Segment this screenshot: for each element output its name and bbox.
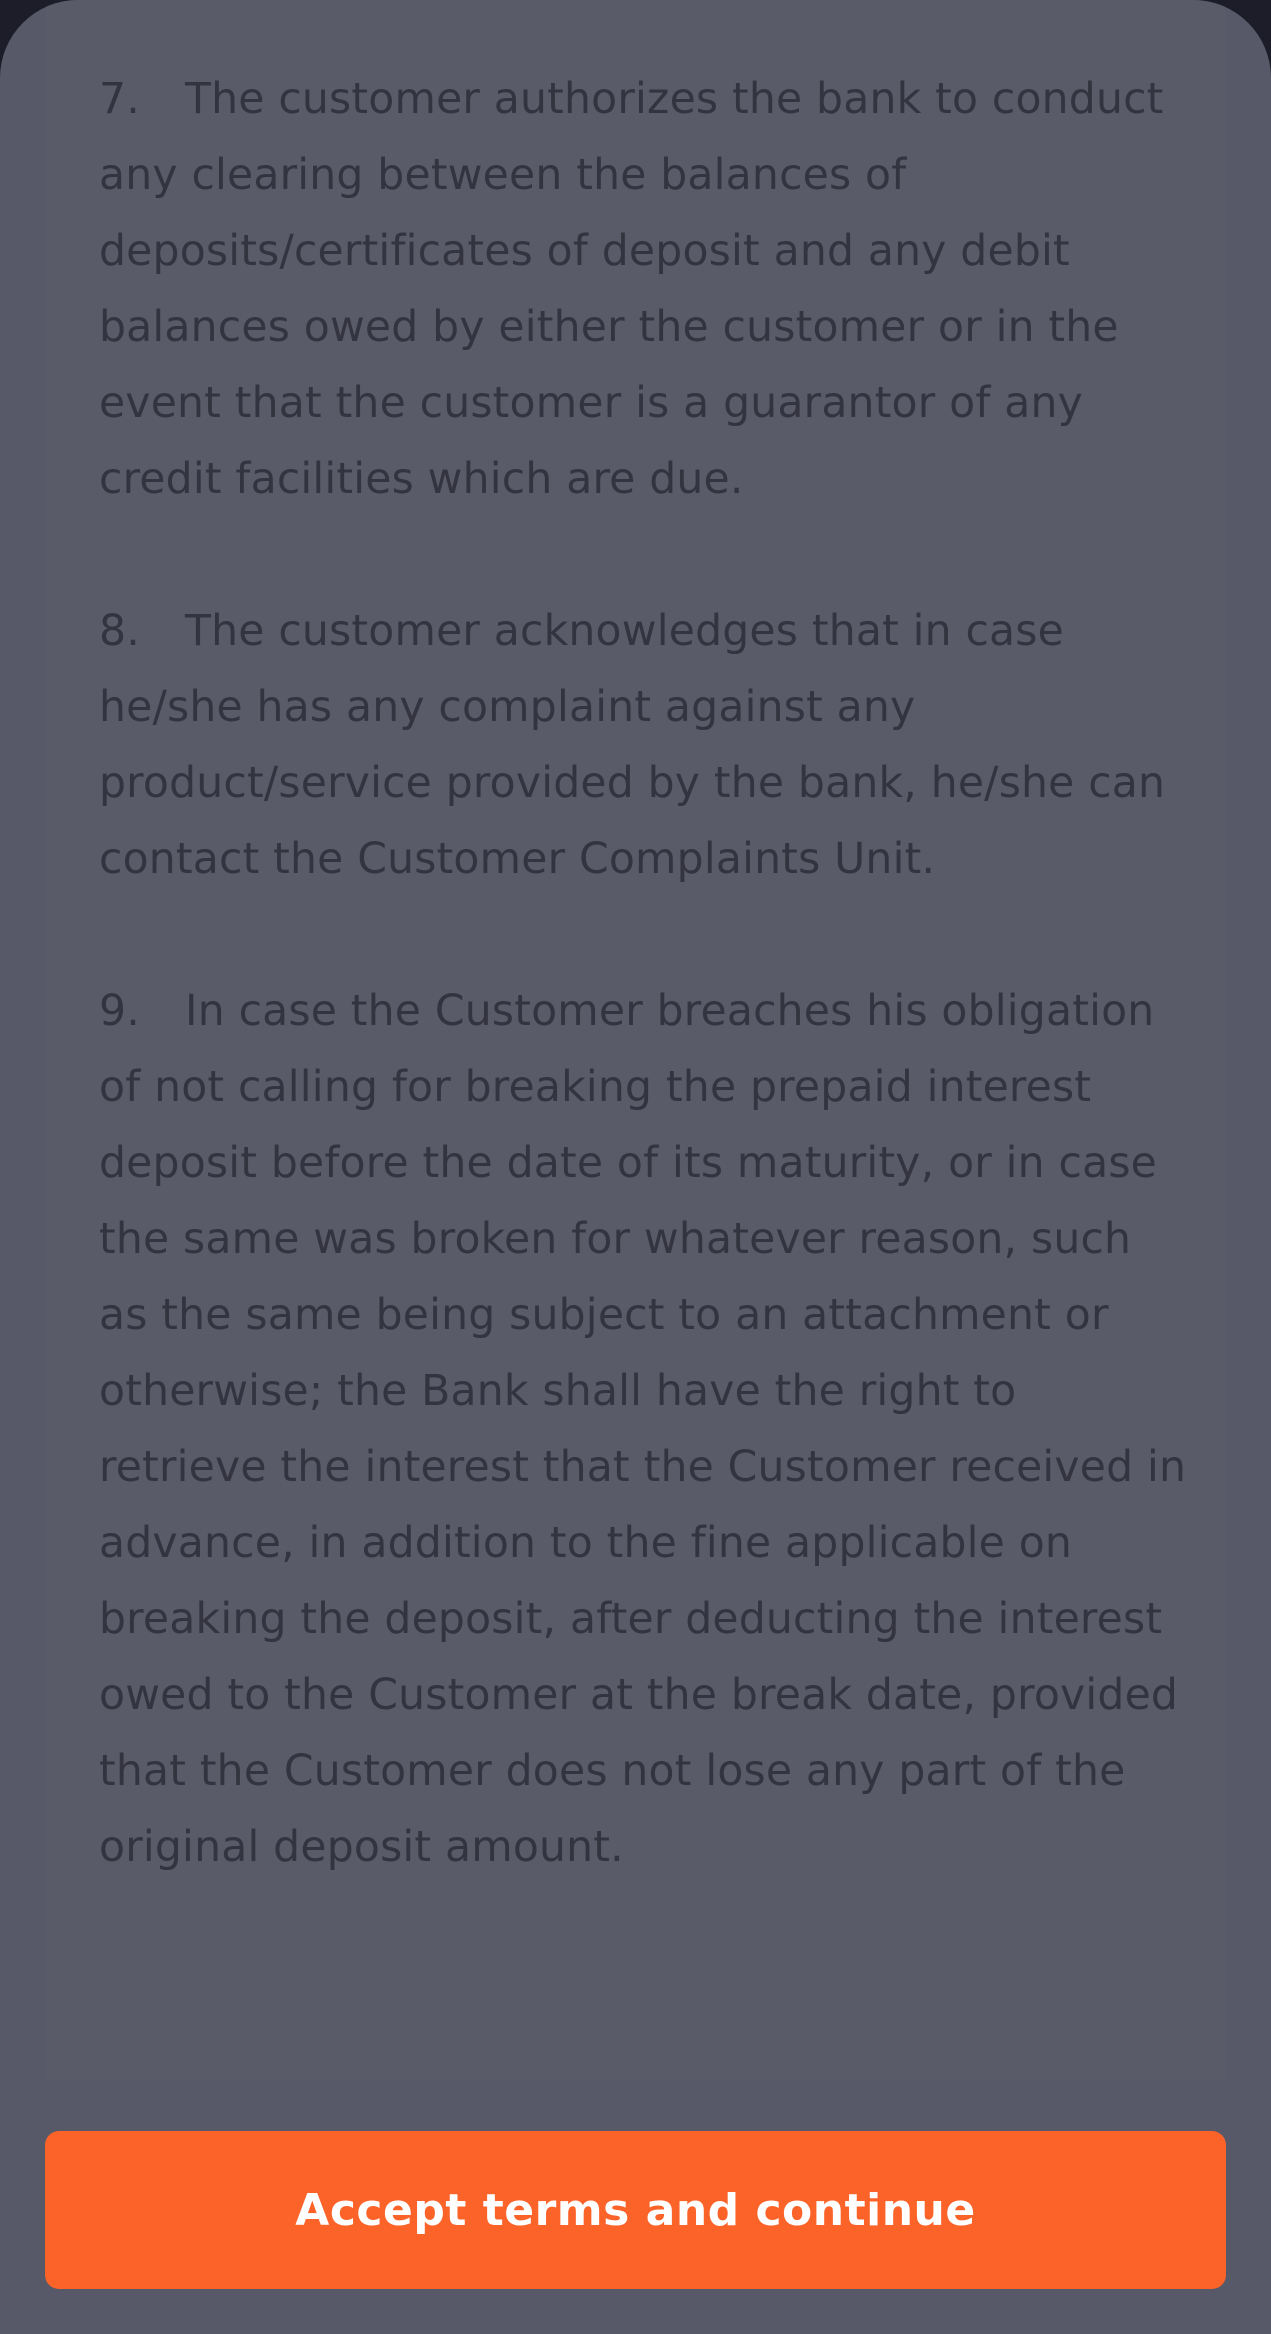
clause-9 [99, 974, 1189, 1886]
clause-text: The customer authorizes the bank to conduct any clearing between the balances of deposits/certificates of deposit and any debit balances owed by either the customer or in the event that the customer is a guarantor of any credit facilities which are due. [99, 75, 1164, 504]
clause-number: 8. [99, 607, 140, 656]
clause-number: 9. [99, 987, 140, 1036]
clause-number: 7. [99, 75, 140, 124]
clause-text: The customer acknowledges that in case he/she has any complaint against any product/service provided by the bank, he/she can contact the Customer Complaints Unit. [99, 607, 1166, 884]
terms-text [99, 62, 1189, 1962]
accept-terms-button[interactable]: Accept terms and continue [45, 2131, 1226, 2289]
clause-8 [99, 594, 1189, 898]
clause-7 [99, 62, 1189, 518]
clause-text: In case the Customer breaches his obligation of not calling for breaking the prepaid interest deposit before the date of its maturity, or in case the same was broken for whatever reason, such as the same being subject to an attachment or otherwise; the Bank shall have the right to retrieve the interest that the Customer received in advance, in addition to the fine applicable on breaking the deposit, after deducting the interest owed to the Customer at the break date, provided that the Customer does not lose any part of the original deposit amount. [99, 987, 1187, 1872]
